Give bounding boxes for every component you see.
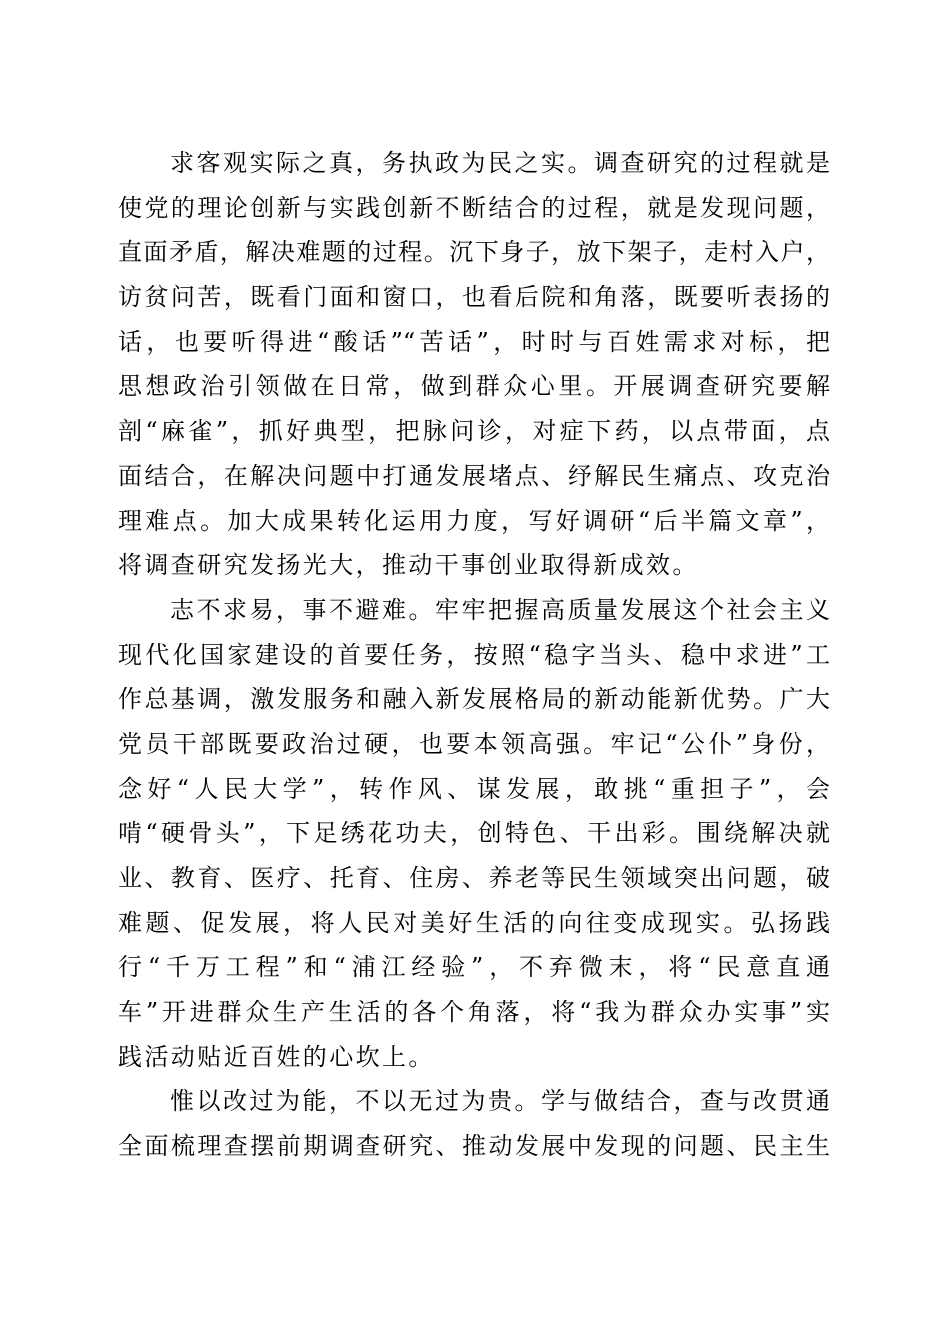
text-line: 直面矛盾，解决难题的过程。沉下身子，放下架子，走村入户， (118, 238, 830, 267)
text-line: 难题、促发展，将人民对美好生活的向往变成现实。弘扬践 (118, 908, 830, 937)
text-line: 作总基调，激发服务和融入新发展格局的新动能新优势。广大 (118, 685, 830, 714)
paragraph-3 (118, 1079, 830, 1168)
text-line: 践活动贴近百姓的心坎上。 (118, 1042, 435, 1071)
paragraph-2 (118, 588, 830, 1080)
text-line: 全面梳理查摆前期调查研究、推动发展中发现的问题、民主生 (118, 1132, 830, 1161)
text-line: 行“千万工程”和“浦江经验”，不弃微末，将“民意直通 (118, 953, 830, 982)
text-line: 念好“人民大学”，转作风、谋发展，敢挑“重担子”，会 (118, 774, 830, 803)
text-line: 车”开进群众生产生活的各个角落，将“我为群众办实事”实 (118, 998, 830, 1027)
text-line: 惟以改过为能，不以无过为贵。学与做结合，查与改贯通 (170, 1087, 830, 1116)
text-line: 面结合，在解决问题中打通发展堵点、纾解民生痛点、攻克治 (118, 461, 830, 490)
text-line: 剖“麻雀”，抓好典型，把脉问诊，对症下药，以点带面，点 (118, 417, 830, 446)
text-line: 话，也要听得进“酸话”“苦话”，时时与百姓需求对标，把 (118, 327, 830, 356)
text-line: 现代化国家建设的首要任务，按照“稳字当头、稳中求进”工 (118, 640, 830, 669)
text-line: 求客观实际之真，务执政为民之实。调查研究的过程就是 (170, 149, 830, 177)
text-line: 将调查研究发扬光大，推动干事创业取得新成效。 (118, 551, 699, 580)
text-line: 啃“硬骨头”，下足绣花功夫，创特色、干出彩。围绕解决就 (118, 819, 830, 848)
text-line: 使党的理论创新与实践创新不断结合的过程，就是发现问题， (118, 193, 830, 222)
paragraph-1 (118, 141, 830, 588)
text-line: 业、教育、医疗、托育、住房、养老等民生领域突出问题，破 (118, 864, 830, 892)
text-line: 志不求易，事不避难。牢牢把握高质量发展这个社会主义 (170, 595, 830, 624)
text-line: 思想政治引领做在日常，做到群众心里。开展调查研究要解 (118, 372, 830, 401)
text-line: 党员干部既要政治过硬，也要本领高强。牢记“公仆”身份， (118, 729, 830, 758)
text-line: 理难点。加大成果转化运用力度，写好调研“后半篇文章”， (118, 506, 830, 535)
text-line: 访贫问苦，既看门面和窗口，也看后院和角落，既要听表扬的 (118, 283, 830, 312)
